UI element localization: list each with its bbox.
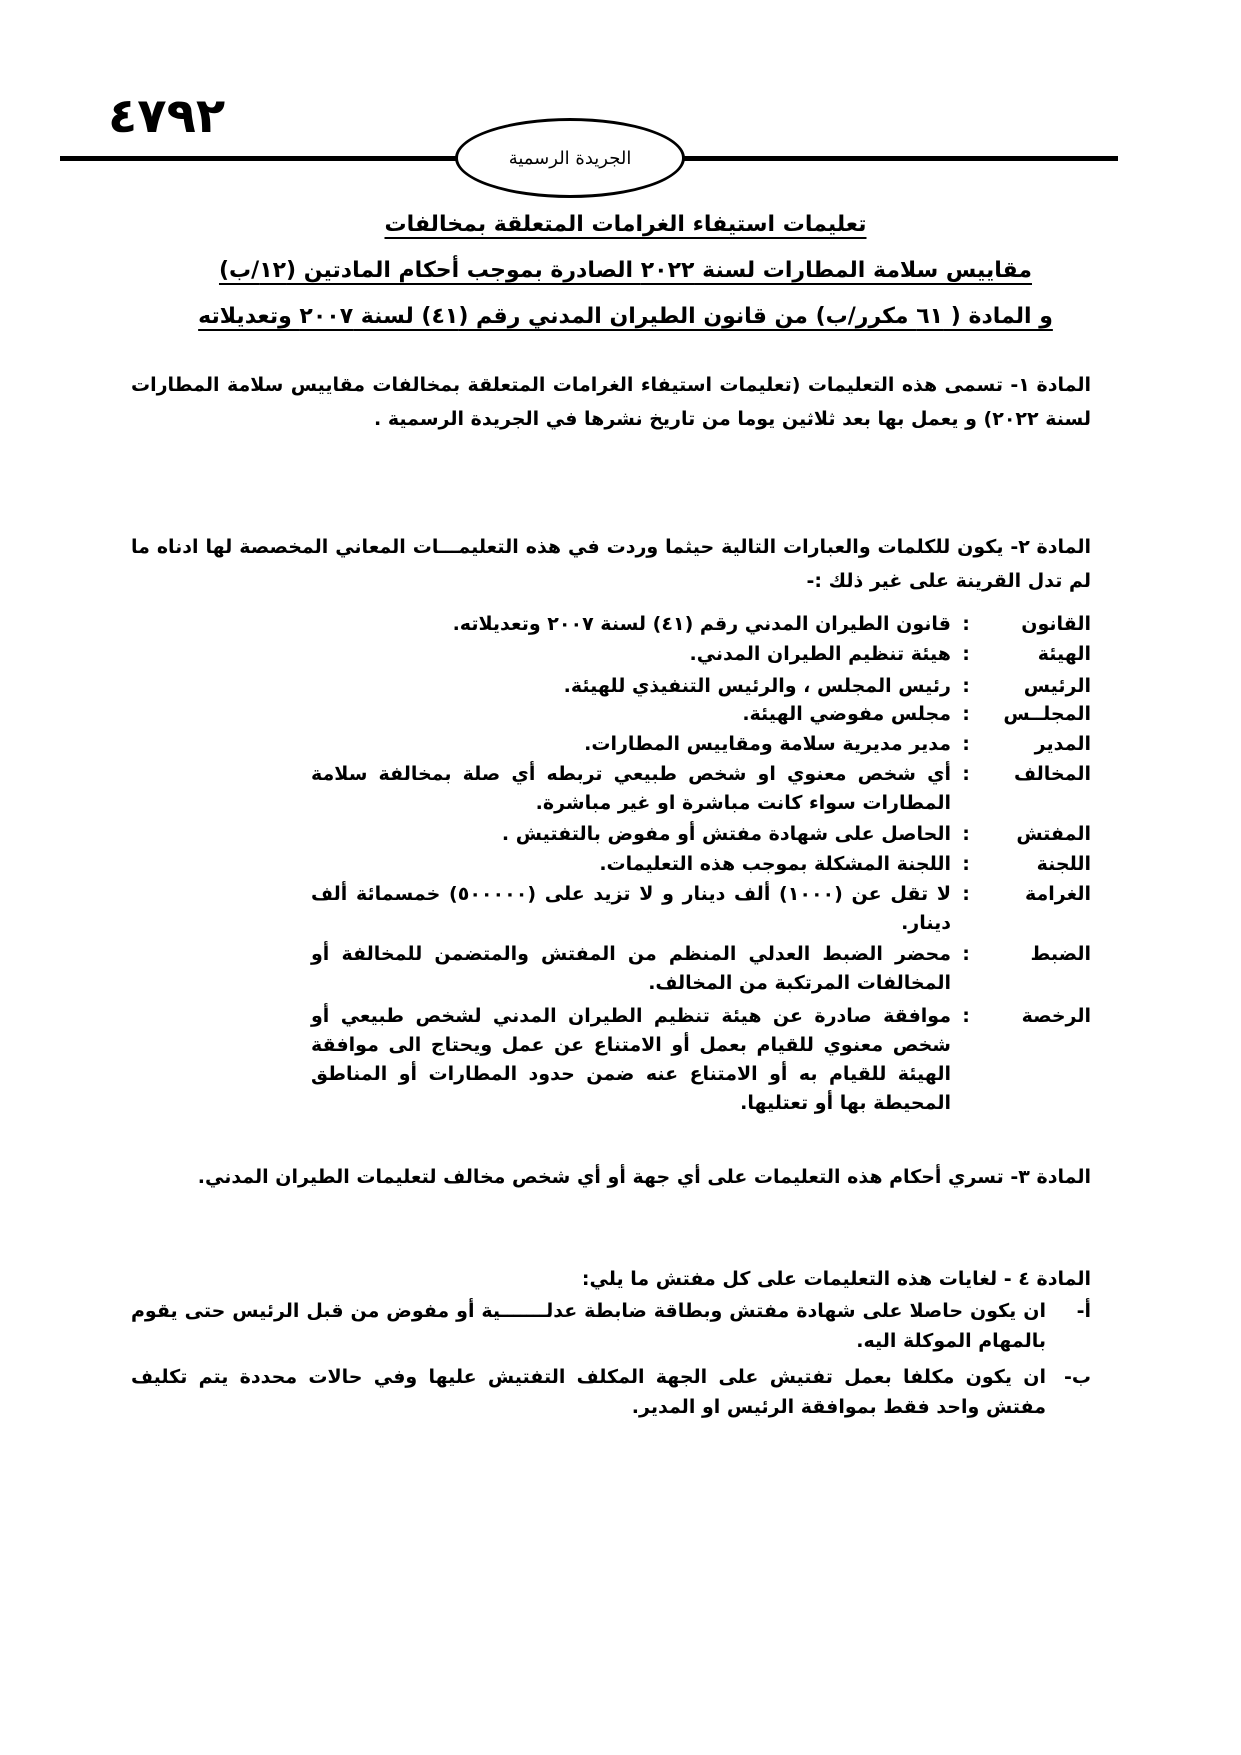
definition-row — [311, 610, 1091, 639]
title-line-3: و المادة ( ٦١ مكرر/ب) من قانون الطيران المدني رقم (٤١) لسنة ٢٠٠٧ وتعديلاته — [198, 304, 1053, 329]
definition-term: اللجنة — [1036, 853, 1091, 875]
definition-row — [311, 820, 1091, 849]
definition-row — [311, 1002, 1091, 1118]
definition-row — [311, 640, 1091, 669]
definition-term: الضبط — [1030, 943, 1091, 965]
definition-colon: : — [962, 883, 970, 905]
article-2-text: يكون للكلمات والعبارات التالية حيثما وردت في هذه التعليمـــات المعاني المخصصة لها ادناه ما لم تدل القرينة على غير ذلك :- — [131, 536, 1091, 592]
definition-term: المدير — [1034, 733, 1091, 755]
definition-text: اللجنة المشكلة بموجب هذه التعليمات. — [599, 853, 951, 875]
definition-colon: : — [962, 703, 970, 725]
definition-text: محضر الضبط العدلي المنظم من المفتش والمتضمن للمخالفة أو المخالفات المرتكبة من المخالف. — [311, 943, 951, 994]
article-1-heading: المادة ١- — [1010, 374, 1091, 396]
title-line-2: مقاييس سلامة المطارات لسنة ٢٠٢٢ الصادرة بموجب أحكام المادتين (١٢/ب) — [218, 258, 1032, 283]
definition-colon: : — [962, 675, 970, 697]
definition-text: موافقة صادرة عن هيئة تنظيم الطيران المدني لشخص طبيعي أو شخص معنوي للقيام بعمل أو الامتناع عن عمل ويحتاج الى موافقة الهيئة للقيام به أو الامتناع عنه ضمن حدود المطارات أو المناطق المحيطة بها أو تعتليها. — [311, 1005, 951, 1114]
definition-term: المفتش — [1016, 823, 1091, 845]
item-letter: ب- — [1064, 1366, 1091, 1388]
definition-term: الغرامة — [1025, 883, 1091, 905]
definition-row — [311, 700, 1091, 729]
definition-colon: : — [962, 853, 970, 875]
definition-text: أي شخص معنوي او شخص طبيعي تربطه أي صلة بمخالفة سلامة المطارات سواء كانت مباشرة او غير مباشرة. — [311, 763, 951, 814]
definition-colon: : — [962, 733, 970, 755]
article-3-text: تسري أحكام هذه التعليمات على أي جهة أو أي شخص مخالف لتعليمات الطيران المدني. — [197, 1166, 1004, 1188]
definition-row — [311, 850, 1091, 879]
definition-colon: : — [962, 643, 970, 665]
definition-text: رئيس المجلس ، والرئيس التنفيذي للهيئة. — [563, 675, 951, 697]
definition-term: القانون — [1021, 613, 1091, 635]
definition-colon: : — [962, 823, 970, 845]
definition-term: الرخصة — [1021, 1005, 1091, 1027]
definition-colon: : — [962, 1005, 970, 1027]
definition-row — [311, 672, 1091, 701]
article-3 — [131, 1160, 1091, 1194]
definition-term: المجلــس — [1003, 703, 1091, 725]
article-1-text: تسمى هذه التعليمات (تعليمات استيفاء الغرامات المتعلقة بمخالفات مقاييس سلامة المطارات لسنة ٢٠٢٢) و يعمل بها بعد ثلاثين يوما من تاريخ نشرها في الجريدة الرسمية . — [131, 374, 1091, 430]
definition-term: الهيئة — [1037, 643, 1091, 665]
definition-row — [311, 730, 1091, 759]
definition-text: هيئة تنظيم الطيران المدني. — [689, 643, 951, 665]
article-3-heading: المادة ٣- — [1010, 1166, 1091, 1188]
gazette-name-oval — [455, 118, 685, 198]
article-2-heading: المادة ٢- — [1010, 536, 1091, 558]
article-4-item — [131, 1296, 1091, 1356]
definition-text: مجلس مفوضي الهيئة. — [742, 703, 951, 725]
article-2 — [131, 530, 1091, 598]
article-4-heading: المادة ٤ - — [1003, 1268, 1091, 1290]
article-4-text: لغايات هذه التعليمات على كل مفتش ما يلي: — [581, 1268, 998, 1290]
definition-text: قانون الطيران المدني رقم (٤١) لسنة ٢٠٠٧ وتعديلاته. — [452, 613, 951, 635]
definition-colon: : — [962, 763, 970, 785]
article-4-item — [131, 1362, 1091, 1422]
definition-row — [311, 760, 1091, 818]
definition-colon: : — [962, 613, 970, 635]
definition-term: المخالف — [1014, 763, 1091, 785]
article-1 — [131, 368, 1091, 436]
item-letter: أ- — [1076, 1300, 1091, 1322]
definition-row — [311, 880, 1091, 938]
page-number: ٤٧٩٢ — [108, 88, 226, 144]
definition-term: الرئيس — [1023, 675, 1091, 697]
item-text: ان يكون حاصلا على شهادة مفتش وبطاقة ضابطة عدلـــــــية أو مفوض من قبل الرئيس حتى يقوم بالمهام الموكلة اليه. — [131, 1300, 1046, 1352]
item-text: ان يكون مكلفا بعمل تفتيش على الجهة المكلف التفتيش عليها وفي حالات محددة يتم تكليف مفتش واحد فقط بموافقة الرئيس او المدير. — [131, 1366, 1046, 1418]
definition-text: لا تقل عن (١٠٠٠) ألف دينار و لا تزيد على (٥٠٠٠٠٠) خمسمائة ألف دينار. — [311, 883, 952, 934]
gazette-name: الجريدة الرسمية — [508, 147, 632, 169]
article-4 — [131, 1262, 1091, 1296]
definition-row — [311, 940, 1091, 998]
definition-colon: : — [962, 943, 970, 965]
title-line-1: تعليمات استيفاء الغرامات المتعلقة بمخالفات — [384, 212, 867, 237]
definition-text: الحاصل على شهادة مفتش أو مفوض بالتفتيش . — [501, 823, 951, 845]
definition-text: مدير مديرية سلامة ومقاييس المطارات. — [584, 733, 951, 755]
